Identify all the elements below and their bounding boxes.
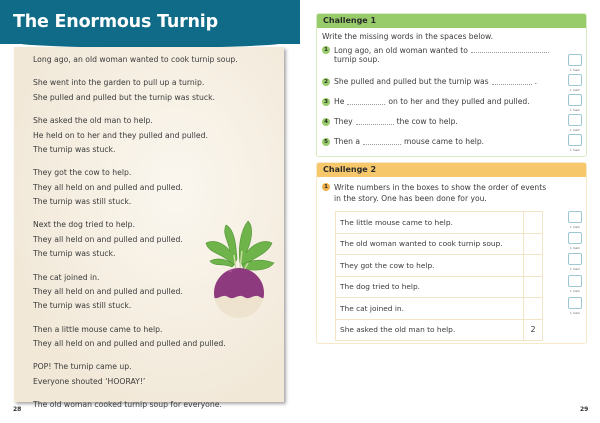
question-number: 4 [322,118,330,126]
event-cell: She asked the old man to help. [336,319,524,341]
question-1 [322,45,552,64]
right-page [300,0,600,423]
story-line: The cat joined in. [33,272,100,282]
challenge-1-heading: Challenge 1 [317,14,586,28]
stanza [33,53,278,67]
order-cell[interactable] [524,212,543,234]
mark-box-2[interactable] [568,74,582,86]
question-text-after: mouse came to help. [404,137,485,146]
question-text-after: the cow to help. [396,117,458,126]
stanza [33,76,278,105]
stanza [33,114,278,157]
mark-label: 1 mark [570,311,580,315]
story-line: They all held on and pulled and pulled and pulled. [33,338,226,348]
instruction-line-1: Write numbers in the boxes to show the order of events [334,183,547,192]
question-number: 1 [322,46,330,54]
challenge-2-instruction [334,182,546,204]
order-cell[interactable] [524,233,543,255]
question-number: 5 [322,138,330,146]
story-line: They all held on and pulled and pulled. [33,234,183,244]
story-line: Long ago, an old woman wanted to cook turnip soup. [33,55,238,64]
stanza [33,360,278,389]
mark-box-6[interactable] [568,211,582,223]
question-5 [322,137,484,146]
order-cell: 2 [524,319,543,341]
mark-box-8[interactable] [568,253,582,265]
story-line: POP! The turnip came up. [33,362,132,372]
challenge-1-instruction: Write the missing words in the spaces below. [322,32,493,41]
mark-box-5[interactable] [568,134,582,146]
mark-label: 1 mark [570,68,580,72]
story-line: The turnip was stuck. [33,249,116,259]
table-row [336,298,543,320]
mark-label: 1 mark [570,148,580,152]
question-number: 2 [322,78,330,86]
event-cell: They got the cow to help. [336,255,524,277]
story-line: Everyone shouted ‘HOORAY!’ [33,376,146,386]
story-line: The old woman cooked turnip soup for everyone. [33,400,222,410]
story-line: She went into the garden to pull up a turnip. [33,78,205,88]
event-cell: The cat joined in. [336,298,524,320]
question-text-before: She pulled and pulled but the turnip was [334,77,489,86]
answer-blank-2[interactable] [492,77,532,85]
order-cell[interactable] [524,298,543,320]
story-line: She asked the old man to help. [33,116,153,126]
story-line: She pulled and pulled but the turnip was stuck. [33,92,215,102]
answer-blank-5[interactable] [363,137,401,145]
challenge-2-heading: Challenge 2 [317,163,586,177]
story-line: The turnip was stuck. [33,144,116,154]
answer-blank-1[interactable] [471,45,549,53]
mark-box-3[interactable] [568,94,582,106]
event-cell: The little mouse came to help. [336,212,524,234]
answer-blank-3[interactable] [347,97,385,105]
question-text-before: They [334,117,353,126]
story-line: They all held on and pulled and pulled. [33,182,183,192]
mark-box-10[interactable] [568,297,582,309]
challenge-2 [316,162,587,344]
mark-box-9[interactable] [568,275,582,287]
question-2 [322,77,537,86]
question-number: 3 [322,98,330,106]
story-line: The turnip was still stuck. [33,196,132,206]
question-text-after: . [534,77,538,86]
event-cell: The dog tried to help. [336,276,524,298]
question-number: 1 [322,183,330,191]
mark-label: 1 mark [570,225,580,229]
mark-box-4[interactable] [568,114,582,126]
mark-box-7[interactable] [568,232,582,244]
story-line: Next the dog tried to help. [33,220,135,230]
table-row [336,212,543,234]
table-row [336,276,543,298]
order-cell[interactable] [524,255,543,277]
stanza [33,323,278,352]
order-table [335,211,543,341]
mark-label: 1 mark [570,88,580,92]
page-number-right: 29 [580,406,589,413]
story-title: The Enormous Turnip [13,12,218,32]
story-line: The turnip was still stuck. [33,301,132,311]
table-row [336,255,543,277]
mark-label: 1 mark [570,246,580,250]
mark-label: 1 mark [570,108,580,112]
stanza [33,166,278,209]
table-row [336,233,543,255]
order-cell[interactable] [524,276,543,298]
challenge-1 [316,13,587,157]
mark-label: 1 mark [570,289,580,293]
challenge-2-question [322,182,546,204]
question-text-before: Then a [334,137,361,146]
event-cell: The old woman wanted to cook turnip soup. [336,233,524,255]
story-line: Then a little mouse came to help. [33,324,163,334]
mark-label: 1 mark [570,267,580,271]
question-4 [322,117,458,126]
question-text-line2: turnip soup. [334,55,380,64]
question-3 [322,97,530,106]
mark-box-1[interactable] [568,54,582,66]
question-text [334,45,552,64]
question-text-before: He [334,97,345,106]
question-text-after: on to her and they pulled and pulled. [388,97,530,106]
answer-blank-4[interactable] [356,117,394,125]
story-line: They all held on and pulled and pulled. [33,286,183,296]
page-number-left: 28 [13,406,22,413]
story-line: He held on to her and they pulled and pulled. [33,130,208,140]
stanza [33,398,278,412]
turnip-illustration [204,213,276,319]
mark-label: 1 mark [570,128,580,132]
instruction-line-2: in the story. One has been done for you. [334,194,487,203]
question-text-before: Long ago, an old woman wanted to [334,46,468,55]
story-line: They got the cow to help. [33,168,132,178]
table-row [336,319,543,341]
